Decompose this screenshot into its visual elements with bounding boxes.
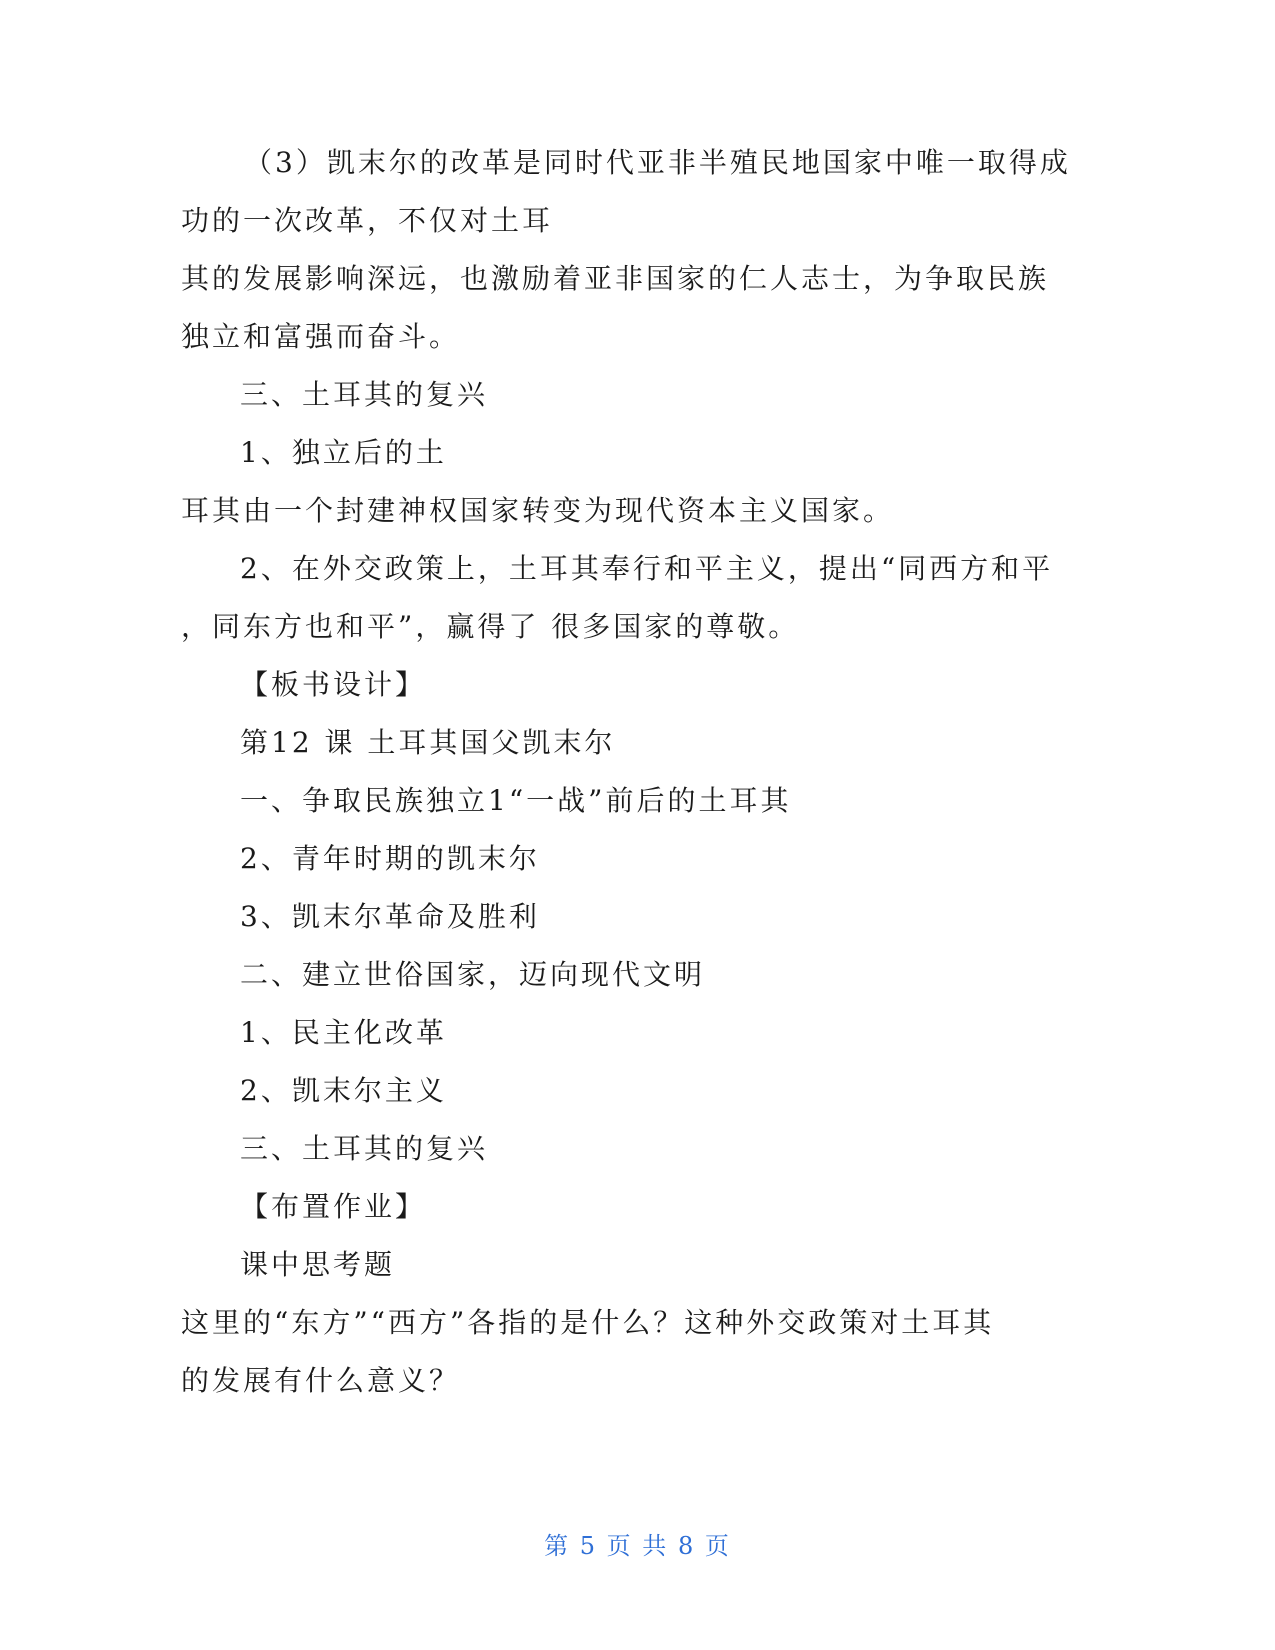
outline-item: 1、民主化改革: [240, 1016, 447, 1049]
thinking-question-line-1: 这里的“东方”“西方”各指的是什么？这种外交政策对土耳其: [181, 1306, 995, 1339]
thinking-question-line-2: 的发展有什么意义？: [181, 1364, 461, 1397]
outline-item: 二、建立世俗国家，迈向现代文明: [240, 958, 706, 991]
point-2-line-1: 2、在外交政策上，土耳其奉行和平主义，提出“同西方和平: [240, 552, 1054, 585]
section-heading-revival: 三、土耳其的复兴: [240, 378, 489, 411]
point-1-line-1: 1、独立后的土: [240, 436, 447, 469]
homework-heading: 【布置作业】: [240, 1190, 427, 1223]
outline-item: 3、凯末尔革命及胜利: [240, 900, 540, 933]
outline-item: 2、青年时期的凯末尔: [240, 842, 540, 875]
paragraph-reform-significance-line-3: 其的发展影响深远，也激励着亚非国家的仁人志士，为争取民族: [181, 262, 1050, 295]
paragraph-reform-significance-line-1: （3）凯末尔的改革是同时代亚非半殖民地国家中唯一取得成: [244, 146, 1071, 179]
point-1-line-2: 耳其由一个封建神权国家转变为现代资本主义国家。: [181, 494, 895, 527]
outline-item: 三、土耳其的复兴: [240, 1132, 489, 1165]
thinking-question-label: 课中思考题: [240, 1248, 396, 1281]
outline-item: 一、争取民族独立1“一战”前后的土耳其: [240, 784, 792, 817]
outline-item: 2、凯末尔主义: [240, 1074, 447, 1107]
page-indicator: 第 5 页 共 8 页: [544, 1532, 731, 1560]
paragraph-reform-significance-line-4: 独立和富强而奋斗。: [181, 320, 461, 353]
point-2-line-2: ，同东方也和平”，赢得了 很多国家的尊敬。: [181, 610, 800, 643]
paragraph-reform-significance-line-2: 功的一次改革，不仅对土耳: [181, 204, 554, 237]
lesson-title: 第12 课 土耳其国父凯末尔: [240, 726, 616, 759]
board-design-heading: 【板书设计】: [240, 668, 427, 701]
